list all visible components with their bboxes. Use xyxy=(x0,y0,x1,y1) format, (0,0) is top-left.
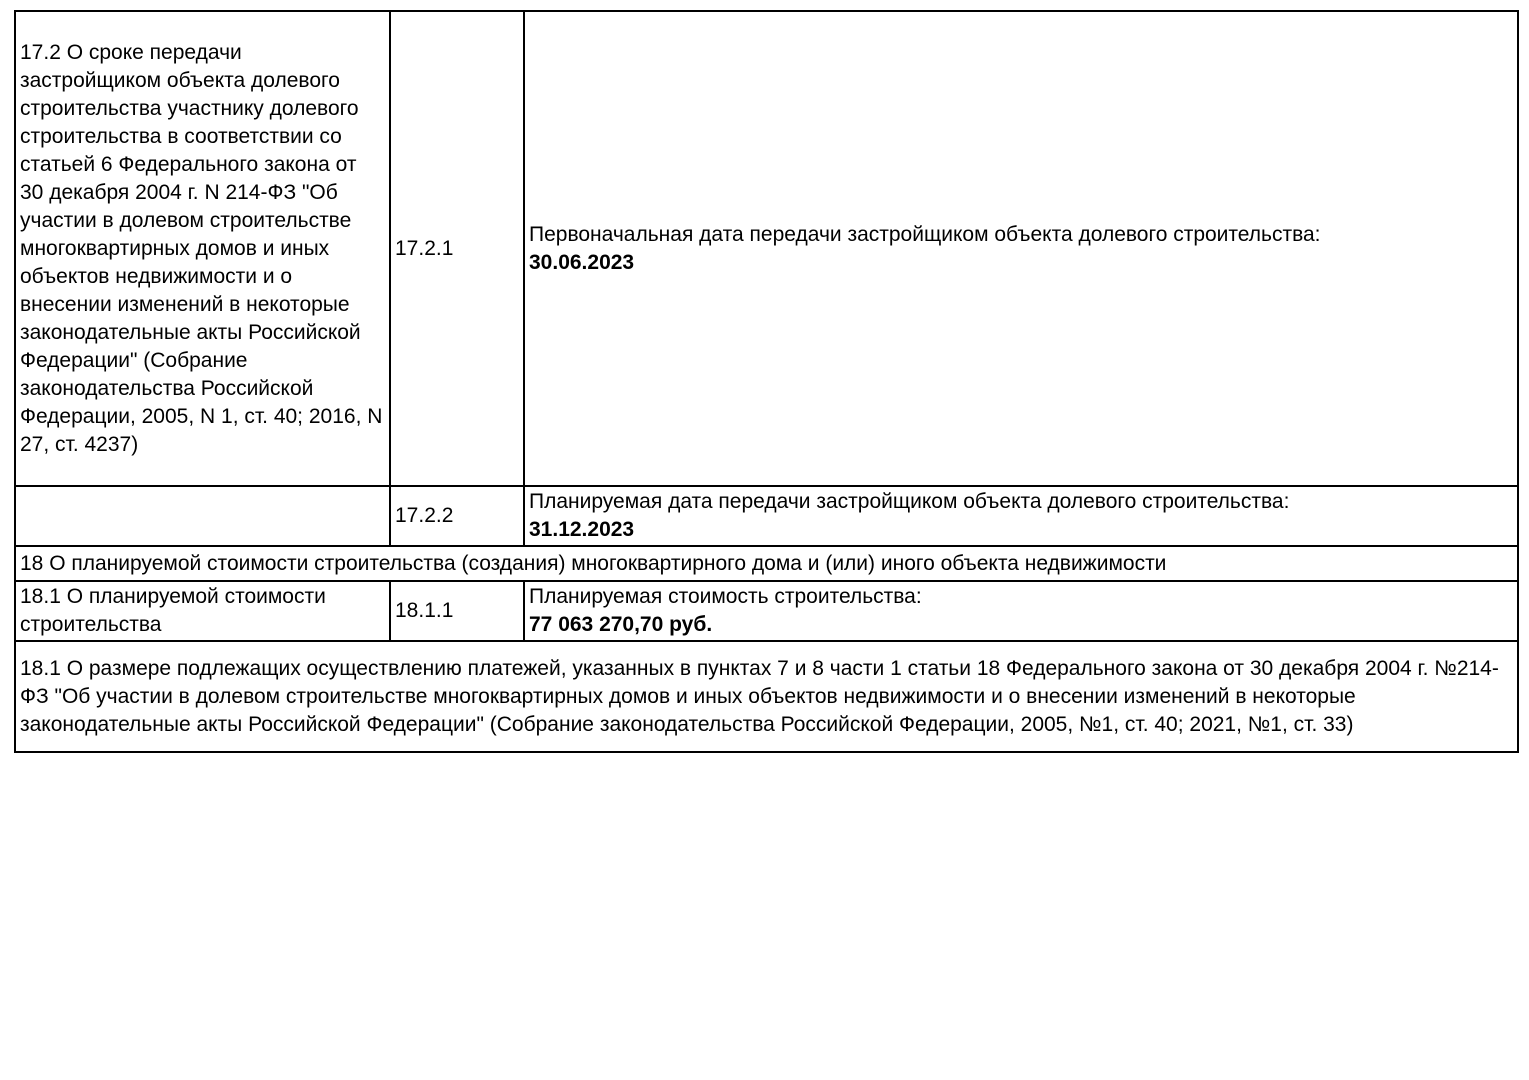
declaration-table xyxy=(14,10,1519,753)
section-18-1-note: 18.1 О размере подлежащих осуществлению платежей, указанных в пунктах 7 и 8 части 1 статьи 18 Федерального закона от 30 декабря 2004 г. №214-ФЗ "Об участии в долевом строительстве многоквартирных домов и иных объектов недвижимости и о внесении изменений в некоторые законодательные акты Российской Федерации" (Собрание законодательства Российской Федерации, 2005, №1, ст. 40; 2021, №1, ст. 33) xyxy=(15,641,1518,752)
field-cell-18-1-1 xyxy=(524,581,1518,641)
field-cell-17-2-1 xyxy=(524,11,1518,486)
section-18-header: 18 О планируемой стоимости строительства (создания) многоквартирного дома и (или) иного объекта недвижимости xyxy=(15,546,1518,581)
section-17-2-empty-cell xyxy=(15,486,390,546)
field-label-17-2-2: Планируемая дата передачи застройщиком объекта долевого строительства: xyxy=(529,490,1290,513)
table-row-17-2-1 xyxy=(15,11,1518,486)
item-number-18-1-1: 18.1.1 xyxy=(390,581,524,641)
field-cell-17-2-2 xyxy=(524,486,1518,546)
field-value-17-2-2: 31.12.2023 xyxy=(529,518,635,541)
table-row-17-2-2 xyxy=(15,486,1518,546)
field-label-17-2-1: Первоначальная дата передачи застройщиком объекта долевого строительства: xyxy=(529,222,1321,246)
section-17-2-label: 17.2 О сроке передачи застройщиком объекта долевого строительства участнику долевого строительства в соответствии со статьей 6 Федерального закона от 30 декабря 2004 г. N 214-ФЗ "Об участии в долевом строительстве многоквартирных домов и иных объектов недвижимости и о внесении изменений в некоторые законодательные акты Российской Федерации" (Собрание законодательства Российской Федерации, 2005, N 1, ст. 40; 2016, N 27, ст. 4237) xyxy=(15,11,390,486)
field-label-18-1-1: Планируемая стоимость строительства: xyxy=(529,585,922,608)
field-value-18-1-1: 77 063 270,70 руб. xyxy=(529,613,713,636)
table-row-18-1-note xyxy=(15,641,1518,752)
table-row-18-header xyxy=(15,546,1518,581)
item-number-17-2-2: 17.2.2 xyxy=(390,486,524,546)
item-number-17-2-1: 17.2.1 xyxy=(390,11,524,486)
section-18-1-label: 18.1 О планируемой стоимости строительства xyxy=(15,581,390,641)
table-row-18-1 xyxy=(15,581,1518,641)
field-value-17-2-1: 30.06.2023 xyxy=(529,250,635,274)
